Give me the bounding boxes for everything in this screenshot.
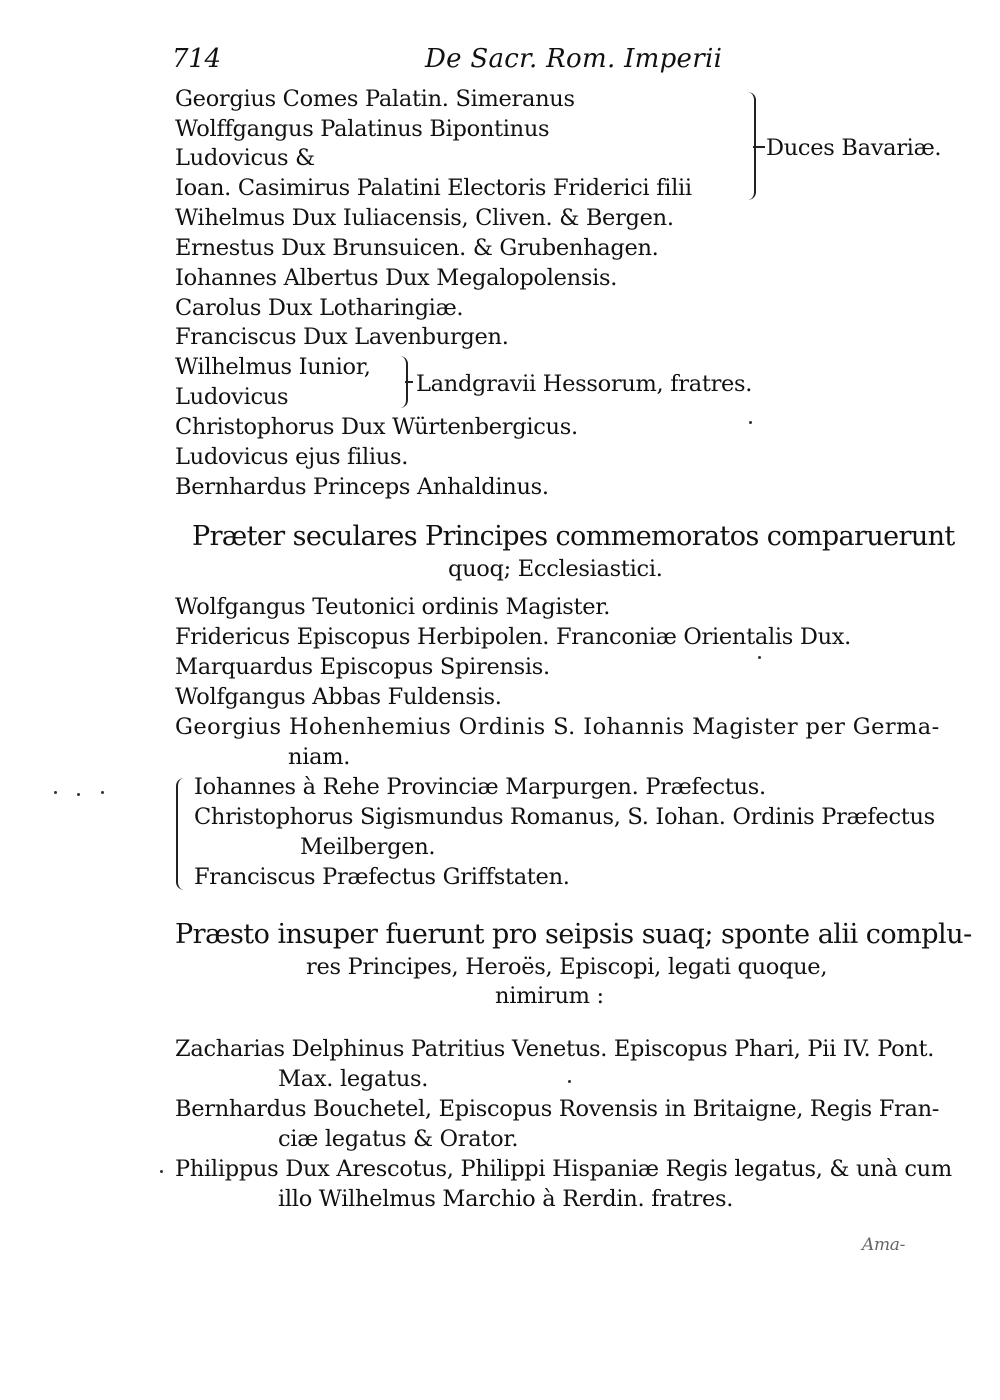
others-heading-line-3: nimirum :	[495, 983, 604, 1009]
scan-speck	[54, 791, 57, 794]
legate-line-2: ciæ legatus & Orator.	[278, 1126, 519, 1152]
scan-speck	[160, 1170, 163, 1173]
secular-prince: Wihelmus Dux Iuliacensis, Cliven. & Bergen.	[175, 205, 674, 231]
bavaria-line-4: Ioan. Casimirus Palatini Electoris Friderici filii	[175, 175, 692, 201]
bavaria-line-3: Ludovicus &	[175, 145, 315, 171]
ecclesiastic: Marquardus Episcopus Spirensis.	[175, 654, 550, 680]
catchword: Ama-	[862, 1235, 906, 1255]
bavaria-line-1: Georgius Comes Palatin. Simeranus	[175, 86, 575, 112]
legate-line-1: Zacharias Delphinus Patritius Venetus. Episcopus Phari, Pii IV. Pont.	[175, 1036, 935, 1062]
prefect-line-1: Iohannes à Rehe Provinciæ Marpurgen. Præfectus.	[194, 774, 766, 800]
legate-line-2: Max. legatus.	[278, 1066, 429, 1092]
others-heading-line-2: res Principes, Heroës, Episcopi, legati quoque,	[306, 954, 828, 980]
prefect-line-2: Christophorus Sigismundus Romanus, S. Iohan. Ordinis Præfectus	[194, 804, 935, 830]
page-number: 714	[172, 44, 221, 74]
running-title: De Sacr. Rom. Imperii	[425, 44, 723, 74]
hesse-line-1: Wilhelmus Iunior,	[175, 354, 371, 380]
ecclesiastic: Wolfgangus Abbas Fuldensis.	[175, 684, 502, 710]
ecclesiastical-heading-line-2: quoq; Ecclesiastici.	[448, 556, 663, 582]
hesse-label: Landgravii Hessorum, fratres.	[416, 371, 753, 397]
ecclesiastic: Wolfgangus Teutonici ordinis Magister.	[175, 594, 611, 620]
bavaria-brace-tip	[753, 146, 765, 148]
scan-speck	[749, 421, 752, 424]
scan-speck	[77, 793, 80, 796]
secular-prince: Carolus Dux Lotharingiæ.	[175, 295, 464, 321]
prefect-line-3: Meilbergen.	[300, 834, 436, 860]
secular-prince: Franciscus Dux Lavenburgen.	[175, 324, 509, 350]
secular-prince: Ludovicus ejus filius.	[175, 444, 409, 470]
secular-prince: Christophorus Dux Würtenbergicus.	[175, 414, 578, 440]
bavaria-line-2: Wolffgangus Palatinus Bipontinus	[175, 116, 550, 142]
hesse-brace-tip	[405, 381, 413, 383]
bavaria-label: Duces Bavariæ.	[766, 135, 942, 161]
scan-speck	[568, 1080, 571, 1083]
ecclesiastical-heading-line-1: Præter seculares Principes commemoratos comparuerunt	[192, 521, 955, 552]
scan-speck	[101, 791, 104, 794]
georgius-line-2: niam.	[288, 744, 351, 770]
prefects-brace	[176, 778, 188, 890]
legate-line-2: illo Wilhelmus Marchio à Rerdin. fratres.	[278, 1186, 734, 1212]
georgius-line-1: Georgius Hohenhemius Ordinis S. Iohannis Magister per Germa-	[175, 714, 940, 740]
ecclesiastic: Fridericus Episcopus Herbipolen. Franconiæ Orientalis Dux.	[175, 624, 852, 650]
scan-speck	[758, 656, 761, 659]
legate-line-1: Bernhardus Bouchetel, Episcopus Rovensis in Britaigne, Regis Fran-	[175, 1096, 940, 1122]
secular-prince: Ernestus Dux Brunsuicen. & Grubenhagen.	[175, 235, 659, 261]
secular-prince: Iohannes Albertus Dux Megalopolensis.	[175, 265, 618, 291]
prefect-line-4: Franciscus Præfectus Griffstaten.	[194, 864, 570, 890]
secular-prince: Bernhardus Princeps Anhaldinus.	[175, 474, 549, 500]
others-heading-line-1: Præsto insuper fuerunt pro seipsis suaq; sponte alii complu-	[175, 919, 972, 950]
legate-line-1: Philippus Dux Arescotus, Philippi Hispaniæ Regis legatus, & unà cum	[175, 1156, 952, 1182]
hesse-line-2: Ludovicus	[175, 384, 289, 410]
